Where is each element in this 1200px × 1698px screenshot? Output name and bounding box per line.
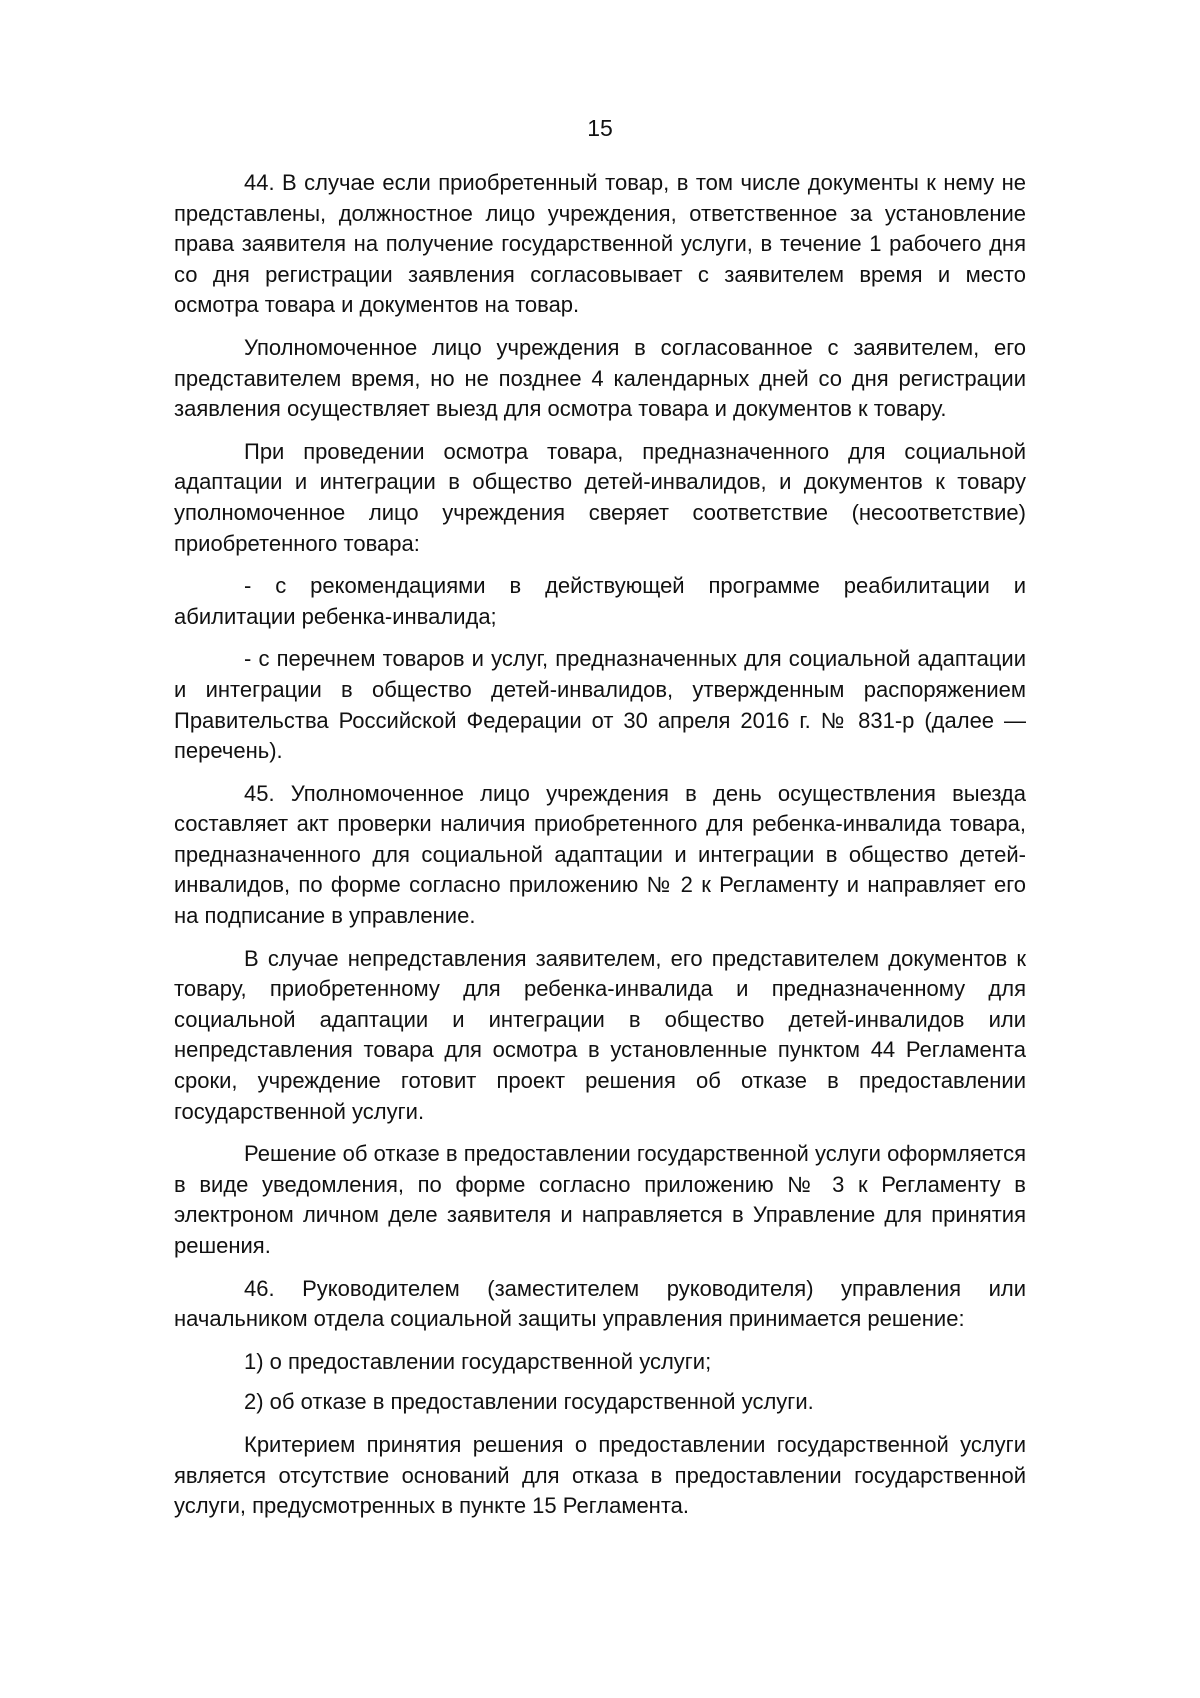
paragraph-non-submission: В случае непредставления заявителем, его представителем документов к товару, приобретенному для ребенка-инвалида и предназначенному для социальной адаптации и интеграции в общество детей-инвалидов или непредставления товара для осмотра в установленные пунктом 44 Регламента сроки, учреждение готовит проект решения об отказе в предоставлении государственной услуги. <box>174 945 1026 1124</box>
paragraph-inspection-visit: Уполномоченное лицо учреждения в согласованное с заявителем, его представителем время, но не позднее 4 календарных дней со дня регистрации заявления осуществляет выезд для осмотра товара и документов к товару. <box>174 334 1026 422</box>
paragraph-44: 44. В случае если приобретенный товар, в том числе документы к нему не представлены, должностное лицо учреждения, ответственное за установление права заявителя на получение государственной услуги, в течение 1 рабочего дня со дня регистрации заявления согласовывает с заявителем время и место осмотра товара и документов на товар. <box>174 170 1026 318</box>
paragraph-46: 46. Руководителем (заместителем руководителя) управления или начальником отдела социальной защиты управления принимается решение: <box>174 1275 1026 1332</box>
list-item-grant-service: 1) о предоставлении государственной услуги; <box>244 1348 712 1374</box>
paragraph-decision-criterion: Критерием принятия решения о предоставлении государственной услуги является отсутствие оснований для отказа в предоставлении государственной услуги, предусмотренных в пункте 15 Регламента. <box>174 1431 1026 1519</box>
page-number: 15 <box>587 115 613 141</box>
paragraph-45: 45. Уполномоченное лицо учреждения в день осуществления выезда составляет акт проверки наличия приобретенного для ребенка-инвалида товара, предназначенного для социальной адаптации и интеграции в общество детей-инвалидов, по форме согласно приложению № 2 к Регламенту и направляет его на подписание в управление. <box>174 780 1026 929</box>
list-item-rehabilitation-program: - с рекомендациями в действующей программе реабилитации и абилитации ребенка-инвалида; <box>174 573 1026 629</box>
paragraph-inspection-check: При проведении осмотра товара, предназначенного для социальной адаптации и интеграции в общество детей-инвалидов, и документов к товару уполномоченное лицо учреждения сверяет соответствие (несоответствие) приобретенного товара: <box>174 438 1026 556</box>
paragraph-refusal-decision: Решение об отказе в предоставлении государственной услуги оформляется в виде уведомления, по форме согласно приложению № 3 к Регламенту в электроном личном деле заявителя и направляется в Управление для принятия решения. <box>174 1141 1026 1258</box>
document-body <box>174 168 1026 1534</box>
list-item-goods-list: - с перечнем товаров и услуг, предназначенных для социальной адаптации и интеграции в общество детей-инвалидов, утвержденным распоряжением Правительства Российской Федерации от 30 апреля 2016 г. № 831-р (далее — перечень). <box>174 646 1026 764</box>
list-item-refuse-service: 2) об отказе в предоставлении государственной услуги. <box>244 1389 814 1415</box>
